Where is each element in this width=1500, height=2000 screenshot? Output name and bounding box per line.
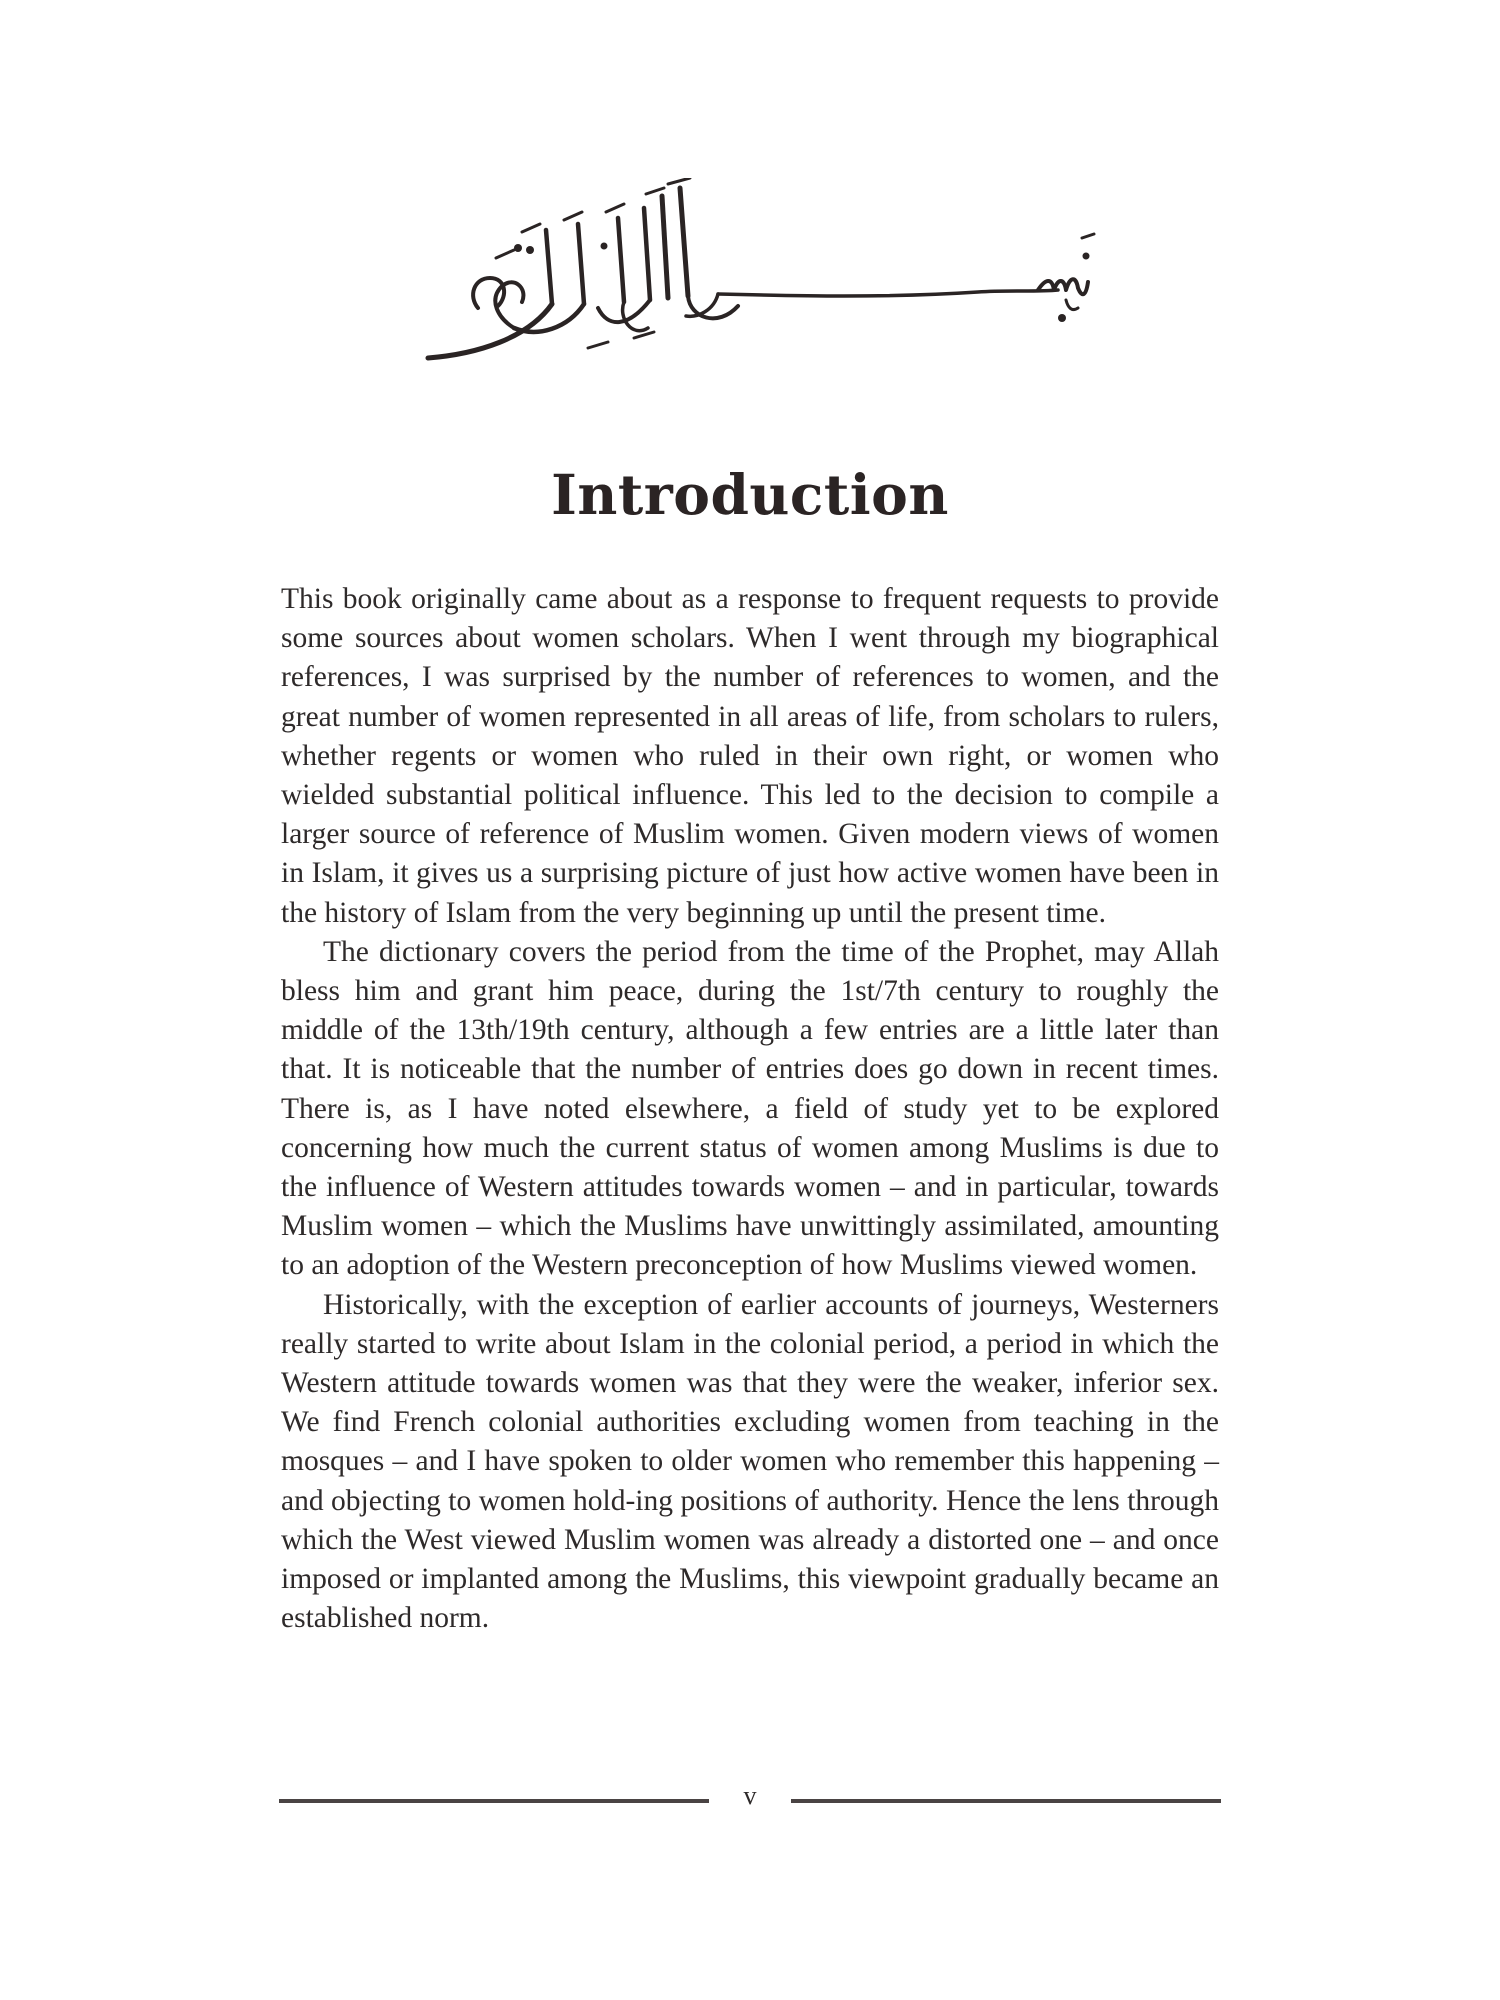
page-number: v [743, 1781, 757, 1810]
footer-rule-right [791, 1799, 1221, 1803]
paragraph: This book originally came about as a response to frequent requests to provide some sources about women scholars. When I went through my biographical references, I was surprised by the number of references to women, and the great number of women represented in all areas of life, from scholars to rulers, whether regents or women who ruled in their own right, or women who wielded substantial political influence. This led to the decision to compile a larger source of reference of Muslim women. Given modern views of women in Islam, it gives us a surprising picture of just how active women have been in the history of Islam from the very beginning up until the present time. [281, 583, 1219, 929]
page-footer [279, 1780, 1221, 1820]
page-title: Introduction [551, 462, 949, 527]
basmala-calligraphy [418, 178, 1108, 378]
paragraph: The dictionary covers the period from the time of the Prophet, may Allah bless him and grant him peace, during the 1st/7th century to roughly the middle of the 13th/19th century, although a few entries are a little later than that. It is noticeable that the number of entries does go down in recent times. There is, as I have noted elsewhere, a field of study yet to be explored concerning how much the current status of women among Muslims is due to the influence of Western attitudes towards women – and in particular, towards Muslim women – which the Muslims have unwittingly assimilated, amounting to an adoption of the Western preconception of how Muslims viewed women. [281, 935, 1219, 1282]
basmala-calligraphy-icon [418, 178, 1108, 378]
paragraph: Historically, with the exception of earlier accounts of journeys, Westerners really started to write about Islam in the colonial period, a period in which the Western attitude towards women was that they were the weaker, inferior sex. We find French colonial authorities excluding women from teaching in the mosques – and I have spoken to older women who remember this happening – and objecting to women hold-ing positions of authority. Hence the lens through which the West viewed Muslim women was already a distorted one – and once imposed or implanted among the Muslims, this viewpoint gradually became an established norm. [281, 1288, 1219, 1635]
body-text [281, 580, 1219, 1638]
